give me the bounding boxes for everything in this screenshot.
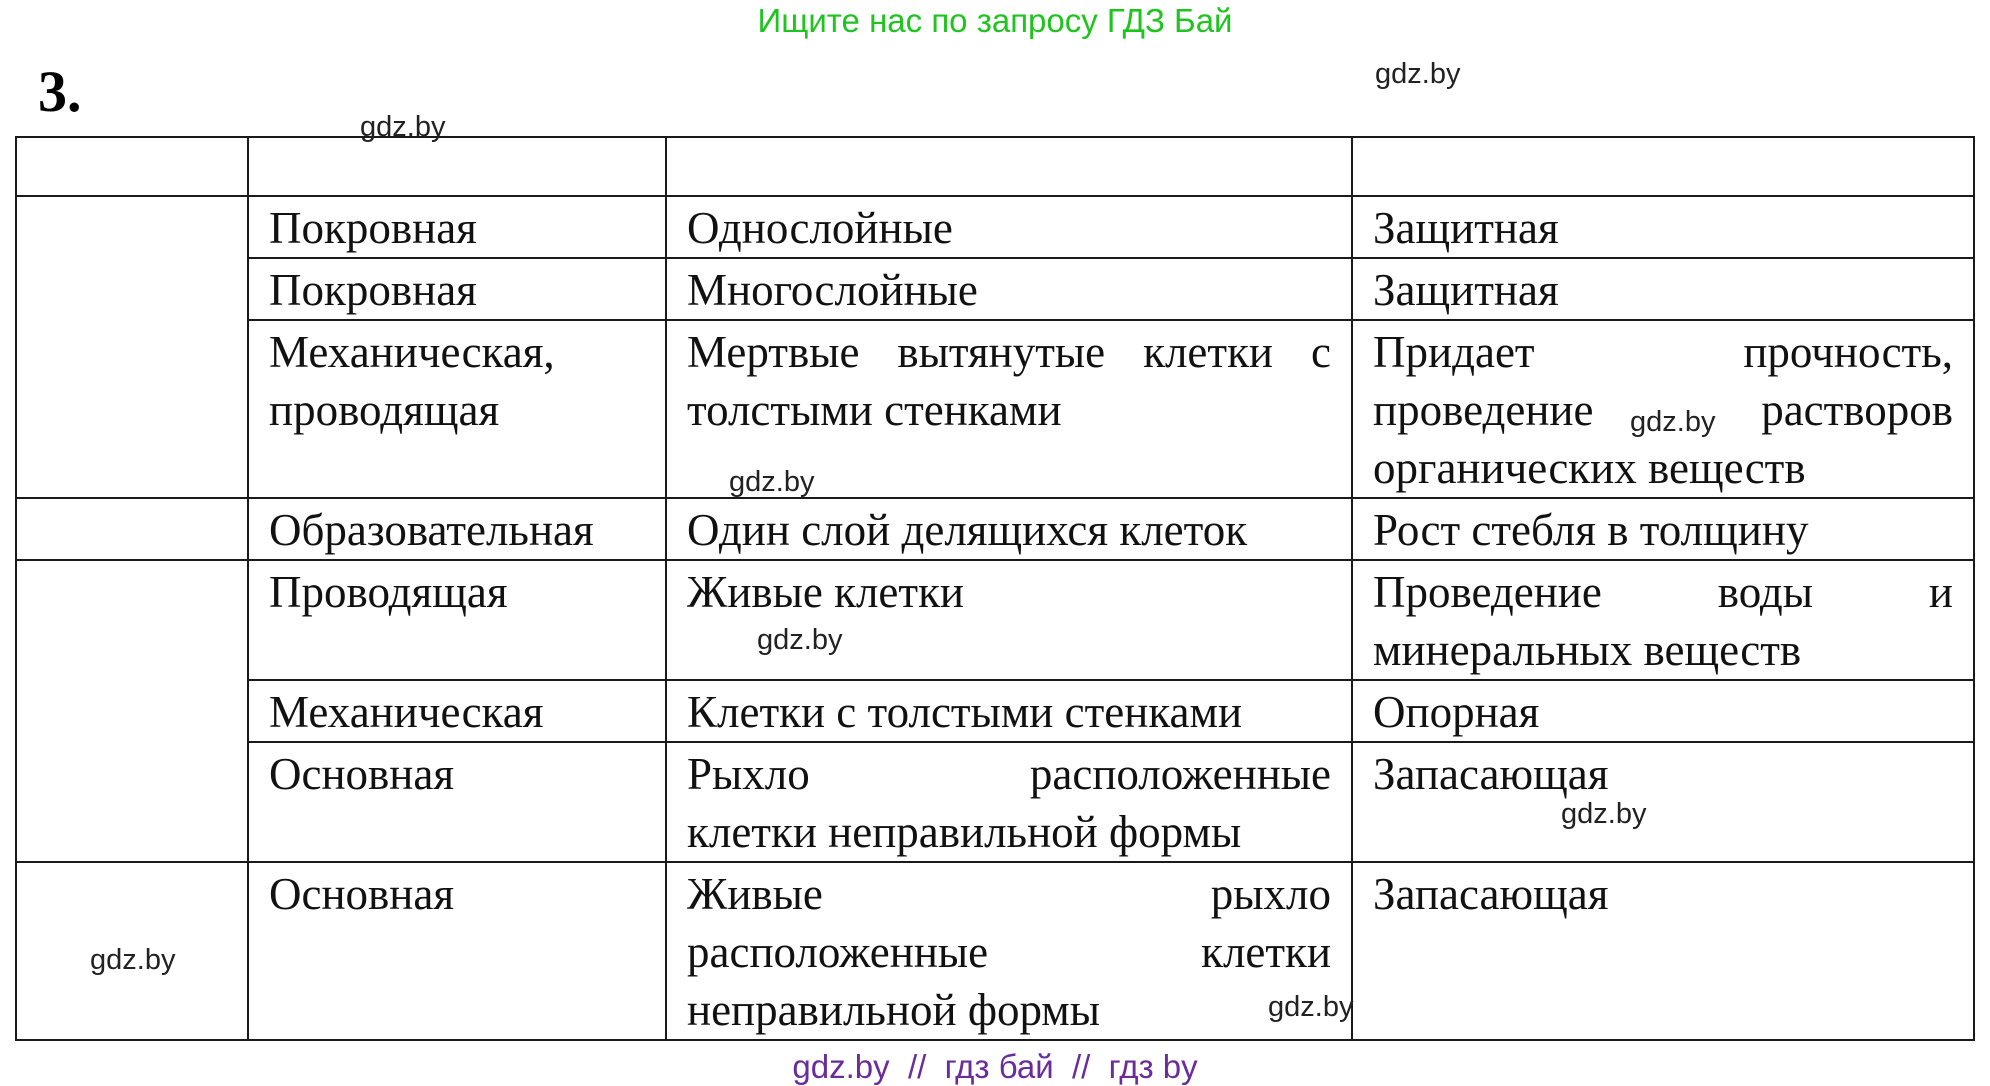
function-cell [1352, 560, 1974, 680]
tissue-cell: Образовательная [248, 498, 666, 560]
function-cell: Защитная [1352, 258, 1974, 320]
function-line: Проведение воды и [1373, 567, 1953, 617]
structure-line: Мертвые вытянутые клетки с [687, 327, 1331, 377]
tissue-table [15, 136, 1975, 1041]
watermark: gdz.by [90, 944, 176, 976]
structure-cell [666, 742, 1352, 862]
table-header-row [16, 137, 1974, 196]
table-row [16, 258, 1974, 320]
structure-cell: Один слой делящихся клеток [666, 498, 1352, 560]
function-cell: Запасающая [1352, 862, 1974, 1040]
table-row [16, 862, 1974, 1040]
function-cell: Запасающая [1352, 742, 1974, 862]
function-line: минеральных веществ [1373, 625, 1802, 675]
structure-cell: Однослойные [666, 196, 1352, 258]
footer-links: gdz.by // гдз бай // гдз by [792, 1048, 1198, 1085]
function-word: растворов [1761, 385, 1953, 435]
header-cell-structure [666, 137, 1352, 196]
function-cell: Рост стебля в толщину [1352, 498, 1974, 560]
task-number: 3. [38, 59, 82, 124]
watermark: gdz.by [1375, 58, 1461, 90]
tissue-cell: Основная [248, 742, 666, 862]
structure-line: Рыхло расположенные [687, 749, 1331, 799]
function-line: органических веществ [1373, 443, 1806, 493]
tissue-cell: Проводящая [248, 560, 666, 680]
tissue-cell: Механическая [248, 680, 666, 742]
structure-line: расположенные клетки [687, 927, 1331, 977]
header-cell-plant-organ [16, 137, 248, 196]
table-row [16, 498, 1974, 560]
function-cell: Защитная [1352, 196, 1974, 258]
function-cell: Опорная [1352, 680, 1974, 742]
watermark: gdz.by [1268, 991, 1354, 1023]
structure-cell: Живые клетки [666, 560, 1352, 680]
tissue-cell [248, 320, 666, 498]
watermark: gdz.by [729, 466, 815, 498]
organ-group-cell [16, 196, 248, 498]
table-row [16, 742, 1974, 862]
header-cell-function [1352, 137, 1974, 196]
organ-group-cell [16, 560, 248, 862]
organ-group-cell [16, 498, 248, 560]
header-cell-tissue [248, 137, 666, 196]
function-word: проведение [1373, 385, 1594, 435]
table-row [16, 680, 1974, 742]
structure-line: неправильной формы [687, 985, 1101, 1035]
table-row [16, 196, 1974, 258]
structure-cell: Многослойные [666, 258, 1352, 320]
table-row [16, 560, 1974, 680]
watermark: gdz.by [1561, 798, 1647, 830]
tissue-cell: Покровная [248, 258, 666, 320]
tissue-cell: Покровная [248, 196, 666, 258]
structure-cell [666, 862, 1352, 1040]
tissue-cell: Основная [248, 862, 666, 1040]
function-line: Придает прочность, [1373, 327, 1953, 377]
watermark: gdz.by [757, 624, 843, 656]
watermark: gdz.by [1630, 406, 1716, 438]
tissue-line: проводящая [269, 385, 500, 435]
watermark: gdz.by [360, 111, 446, 143]
tissue-line: Механическая, [269, 327, 555, 377]
structure-cell: Клетки с толстыми стенками [666, 680, 1352, 742]
structure-line: Живые рыхло [687, 869, 1331, 919]
structure-line: клетки неправильной формы [687, 807, 1242, 857]
structure-line: толстыми стенками [687, 385, 1062, 435]
search-banner: Ищите нас по запросу ГДЗ Бай [757, 2, 1233, 39]
